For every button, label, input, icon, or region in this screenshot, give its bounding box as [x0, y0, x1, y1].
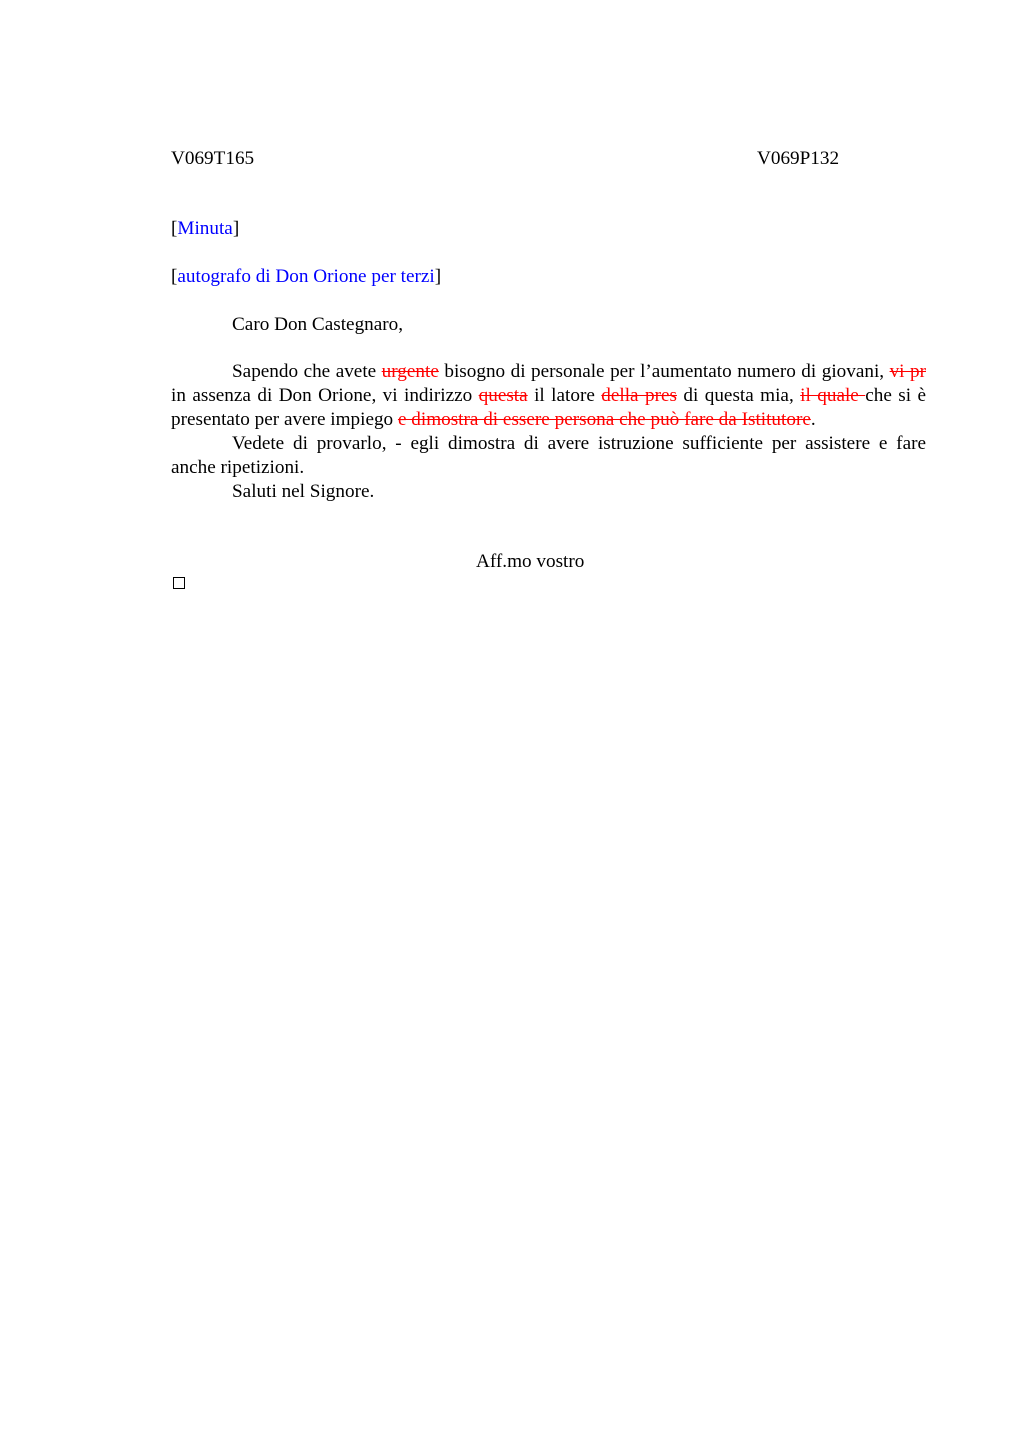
deleted-text-segment: urgente	[381, 361, 439, 382]
letter-paragraph-2-line-1: Vedete di provarlo, - egli dimostra di avere istruzione sufficiente per assistere e fare	[232, 433, 926, 454]
editorial-note-minuta	[171, 217, 239, 241]
bracket-close: ]	[434, 266, 442, 287]
text-segment: bisogno di personale per l’aumentato numero di giovani,	[438, 361, 890, 382]
text-segment: Sapendo che avete	[232, 361, 382, 382]
deleted-text-segment: vi pr	[889, 361, 926, 382]
letter-salutation: Caro Don Castegnaro,	[232, 314, 404, 335]
letter-paragraph-2-line-2: anche ripetizioni.	[171, 457, 305, 478]
deleted-text-segment: e dimostra di essere persona che può fare da Istitutore	[397, 409, 811, 430]
editorial-note-autografo	[171, 265, 441, 289]
signature-placeholder-box	[173, 577, 185, 589]
bracket-open: [	[171, 266, 178, 287]
letter-paragraph-3: Saluti nel Signore.	[232, 481, 375, 502]
deleted-text-segment: della pres	[601, 385, 677, 406]
deleted-text-segment: il quale	[800, 385, 866, 406]
text-segment: .	[810, 409, 816, 430]
note-minuta-text: Minuta	[177, 218, 233, 239]
text-segment: che si è presentato per avere impiego	[171, 385, 927, 430]
text-segment: di questa mia,	[676, 385, 801, 406]
deleted-text-segment: questa	[478, 385, 528, 406]
note-autografo-text: autografo di Don Orione per terzi	[177, 266, 435, 287]
bracket-open: [	[171, 218, 178, 239]
document-code-right: V069P132	[757, 148, 840, 169]
document-code-left: V069T165	[171, 148, 255, 169]
text-segment: in assenza di Don Orione, vi indirizzo	[171, 385, 479, 406]
text-segment: il latore	[527, 385, 602, 406]
bracket-close: ]	[232, 218, 240, 239]
letter-closing: Aff.mo vostro	[476, 551, 585, 572]
letter-paragraph-1	[171, 360, 926, 432]
letter-body	[171, 360, 926, 504]
